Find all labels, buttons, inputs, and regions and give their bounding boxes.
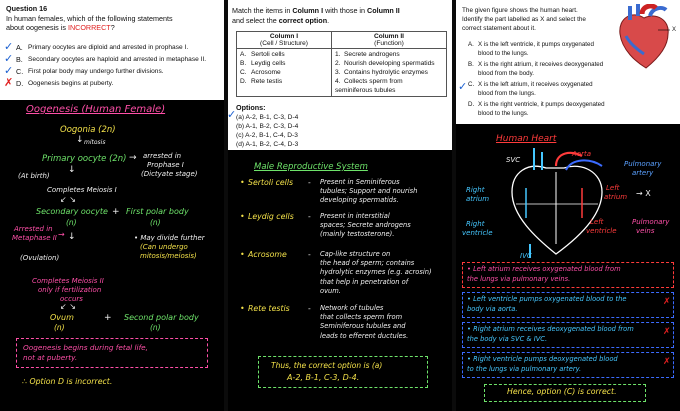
column-2-row <box>335 68 439 77</box>
row-structure: Sertoli cells <box>251 51 285 58</box>
left-ventricle-label-2: ventricle <box>586 227 617 235</box>
cross-icon: ✗ <box>663 357 671 367</box>
heart-diagram <box>486 148 636 258</box>
item-dash: - <box>308 212 311 221</box>
column-1-header: Column I (Cell / Structure) <box>237 32 332 49</box>
option-text: X is the left atrium, it receives oxygenated <box>478 81 593 88</box>
option-letter: B. <box>468 61 474 68</box>
arrow-split-icon: ↙ ↘ <box>60 195 76 204</box>
item-description: Present in Seminiferous <box>320 178 400 186</box>
item-description: that help in penetration of <box>320 277 409 286</box>
option-text: Secondary oocytes are haploid and arrested in metaphase II. <box>28 56 207 63</box>
check-icon: ✗ <box>4 77 14 89</box>
bullet-dot: • <box>240 304 245 313</box>
column-1-row <box>240 50 328 59</box>
option-text: First polar body may undergo further divisions. <box>28 68 164 75</box>
statement-line: the lungs via pulmonary veins. <box>467 275 571 283</box>
at-birth-label: (At birth) <box>18 172 50 180</box>
pulmonary-veins-label-1: Pulmonary <box>632 218 670 226</box>
question-16-card <box>0 0 224 100</box>
meiosis-2-line-2: only if fertilization <box>38 286 102 294</box>
bullet-dot: • <box>240 178 245 187</box>
oogenesis-panel <box>0 0 224 411</box>
right-ventricle-label-2: ventricle <box>462 229 493 237</box>
column-2-row <box>335 50 439 59</box>
male-reproductive-panel <box>228 0 452 411</box>
column-2-row <box>335 59 439 68</box>
right-ventricle-label-1: Right <box>466 220 485 228</box>
arrow-right-icon: → <box>58 230 65 239</box>
secondary-oocyte-label: Secondary oocyte <box>36 207 108 216</box>
arrested-metaphase-2: Metaphase II <box>12 234 57 242</box>
option-text: blood from the lungs. <box>478 90 536 97</box>
option-letter: C. <box>16 67 24 76</box>
answer-line-2: A-2, B-1, C-3, D-4. <box>287 373 360 382</box>
matching-question-card <box>228 0 452 150</box>
oogonia-label: Oogonia (2n) <box>60 125 116 135</box>
mitosis-label: mitosis <box>84 139 106 146</box>
conclusion: ∴ Option D is incorrect. <box>22 377 113 386</box>
meiosis-2-line-1: Completes Meiosis II <box>32 277 104 285</box>
arrow-down-icon: ↓ <box>76 135 84 145</box>
left-atrium-label-2: atrium <box>604 193 628 201</box>
item-dash: - <box>308 178 311 187</box>
arrow-down-icon: ↓ <box>68 165 76 175</box>
option-letter: A. <box>468 41 474 48</box>
row-function: Collects sperm from seminiferous tubules <box>335 78 403 94</box>
option-d: (d) A-1, B-2, C-4, D-3 <box>236 141 299 148</box>
statement-line: body via aorta. <box>467 305 518 313</box>
heart-question-card <box>456 0 680 124</box>
column-1-row <box>240 59 328 68</box>
answer-text: Hence, option (C) is correct. <box>507 387 617 396</box>
item-name: Acrosome <box>248 250 287 259</box>
option-text: blood from the body. <box>478 70 534 77</box>
row-letter: B. <box>240 60 247 67</box>
right-atrium-label-2: atrium <box>466 195 490 203</box>
option-text: blood to the lungs. <box>478 110 529 117</box>
column-1-row <box>240 77 328 86</box>
question-line-2: about oogenesis is INCORRECT? <box>6 23 115 32</box>
ivc-label: IVC <box>520 252 532 260</box>
check-icon: ✓ <box>227 109 237 121</box>
option-b: (b) A-1, B-2, C-3, D-4 <box>236 123 299 130</box>
plus-sign: + <box>104 313 112 323</box>
row-structure: Rete testis <box>251 78 283 85</box>
statement-line: • Right ventricle pumps deoxygenated blood <box>467 355 618 363</box>
item-description: Network of tubules <box>320 304 384 312</box>
arrow-right-icon: → <box>129 153 137 163</box>
row-letter: D. <box>240 78 247 85</box>
item-description: Cap-like structure on <box>320 250 391 258</box>
item-description: tubules; Support and nourish <box>320 187 418 196</box>
arrested-prophase-3: (Dictyate stage) <box>141 170 198 178</box>
aorta-label: Aorta <box>572 150 591 158</box>
arrested-prophase-1: arrested in <box>143 152 182 160</box>
arrow-down-icon: ↓ <box>68 232 76 242</box>
bullet-dot: • <box>240 212 245 221</box>
question-emphasis: INCORRECT <box>67 23 111 32</box>
check-icon: ✓ <box>4 65 14 77</box>
first-polar-body-ploidy: (n) <box>150 218 161 227</box>
column-1-cells <box>237 49 332 97</box>
may-divide-1: • May divide further <box>134 234 205 242</box>
row-number: 4. <box>335 78 341 85</box>
second-polar-body-ploidy: (n) <box>150 323 161 332</box>
item-dash: - <box>308 250 311 259</box>
statement-box <box>462 292 674 318</box>
row-function: Secrete androgens <box>344 51 400 58</box>
option-a: (a) A-2, B-1, C-3, D-4 <box>236 114 299 121</box>
row-function: Nourish developing spermatids <box>344 60 435 67</box>
may-divide-2: (Can undergo <box>140 243 188 251</box>
option-text: Primary oocytes are diploid and arrested in prophase I. <box>28 44 189 51</box>
ovum-ploidy: (n) <box>54 323 65 332</box>
option-letter: D. <box>16 79 24 88</box>
item-description: the head of sperm; contains <box>320 259 415 268</box>
bullet-dot: • <box>240 250 245 259</box>
check-icon: ✓ <box>4 53 14 65</box>
item-name: Sertoli cells <box>248 178 294 187</box>
question-line-1: In human females, which of the following statements <box>6 14 173 23</box>
option-letter: B. <box>16 55 23 64</box>
row-number: 1. <box>335 51 341 58</box>
statement-line: • Right atrium receives deoxygenated blood from <box>467 325 634 333</box>
check-icon: ✓ <box>4 41 14 53</box>
arrow-split-icon: ↙ ↘ <box>60 302 76 311</box>
option-letter: D. <box>468 101 475 108</box>
arrested-metaphase-1: Arrested in <box>14 225 53 233</box>
secondary-oocyte-ploidy: (n) <box>66 218 77 227</box>
item-description: ovum. <box>320 286 341 295</box>
ovulation-label: (Ovulation) <box>20 254 60 262</box>
option-text: X is the right ventricle, it pumps deoxygenated <box>478 101 605 108</box>
column-1-row <box>240 68 328 77</box>
option-text: Oogenesis begins at puberty. <box>28 80 114 87</box>
answer-box <box>484 384 646 402</box>
statement-line: • Left atrium receives oxygenated blood from <box>467 265 621 273</box>
pulmonary-artery-label-2: artery <box>632 169 654 177</box>
item-description: developing spermatids. <box>320 196 399 205</box>
arrested-prophase-2: Prophase I <box>147 161 184 169</box>
row-number: 3. <box>335 69 341 76</box>
summary-line-1: Oogenesis begins during fetal life, <box>23 343 148 352</box>
question-line-1: Match the items in Column I with those in Column II <box>232 6 400 15</box>
answer-box <box>258 356 428 388</box>
summary-box <box>16 338 208 368</box>
meiosis-1-label: Completes Meiosis I <box>47 186 117 194</box>
option-letter: C. <box>468 81 475 88</box>
option-text: X is the left ventricle, it pumps oxygenated <box>478 41 594 48</box>
meiosis-2-line-3: occurs <box>60 295 83 303</box>
item-description: Present in interstitial <box>320 212 390 220</box>
cross-icon: ✗ <box>663 297 671 307</box>
item-description: that collects sperm from <box>320 313 403 322</box>
may-divide-3: mitosis/meiosis) <box>140 252 197 260</box>
option-c: (c) A-2, B-1, C-4, D-3 <box>236 132 298 139</box>
human-heart-panel <box>456 0 680 411</box>
row-letter: C. <box>240 69 247 76</box>
item-description: hydrolytic enzymes (e.g. acrosin) <box>320 268 432 277</box>
question-line-2: and select the correct option. <box>232 16 330 25</box>
item-name: Leydig cells <box>248 212 294 221</box>
row-number: 2. <box>335 60 341 67</box>
option-text: blood to the lungs. <box>478 50 529 57</box>
statement-box <box>462 322 674 348</box>
item-description: (mainly testosterone). <box>320 230 395 239</box>
question-line-2: Identify the part labelled as X and select the <box>462 16 586 23</box>
item-description: Seminiferous tubules and <box>320 322 406 331</box>
statement-line: the body via SVC & IVC. <box>467 335 548 343</box>
row-letter: A. <box>240 51 247 58</box>
plus-sign: + <box>112 207 120 217</box>
x-marker-label: → X <box>636 189 651 198</box>
pulmonary-veins-label-2: veins <box>636 227 655 235</box>
svc-label: SVC <box>506 156 521 164</box>
check-icon: ✓ <box>458 81 468 93</box>
cross-icon: ✗ <box>663 327 671 337</box>
statement-line: • Left ventricle pumps oxygenated blood to the <box>467 295 627 303</box>
option-text: X is the right atrium, it receives deoxygenated <box>478 61 604 68</box>
item-dash: - <box>308 304 311 313</box>
row-structure: Acrosome <box>251 69 281 76</box>
ovum-label: Ovum <box>50 313 74 322</box>
item-description: spaces; Secrete androgens <box>320 221 411 230</box>
answer-line-1: Thus, the correct option is (a) <box>271 361 383 370</box>
left-atrium-label-1: Left <box>606 184 620 192</box>
row-function: Contains hydrolytic enzymes <box>344 69 428 76</box>
item-name: Rete testis <box>248 304 290 313</box>
match-table <box>236 31 447 97</box>
column-2-header: Column II (Function) <box>332 32 447 49</box>
primary-oocyte-label: Primary oocyte (2n) <box>42 154 127 164</box>
statement-box <box>462 352 674 378</box>
second-polar-body-label: Second polar body <box>124 313 199 322</box>
male-reproductive-heading: Male Reproductive System <box>254 162 368 172</box>
question-line-3: correct statement about it. <box>462 25 536 32</box>
figure-x-label: X <box>672 27 677 33</box>
options-title: Options: <box>236 103 266 112</box>
question-title: Question 16 <box>6 4 48 13</box>
column-2-cells <box>332 49 447 97</box>
oogenesis-heading: Oogenesis (Human Female) <box>26 104 166 115</box>
human-heart-heading: Human Heart <box>496 134 557 144</box>
first-polar-body-label: First polar body <box>126 207 189 216</box>
heart-figure <box>612 4 676 72</box>
item-description: leads to efferent ductules. <box>320 331 409 340</box>
option-letter: A. <box>16 43 23 52</box>
statement-box <box>462 262 674 288</box>
left-ventricle-label-1: Left <box>590 218 604 226</box>
right-atrium-label-1: Right <box>466 186 485 194</box>
pulmonary-artery-label-1: Pulmonary <box>624 160 662 168</box>
question-line-1: The given figure shows the human heart. <box>462 7 578 14</box>
statement-line: to the lungs via pulmonary artery. <box>467 365 582 373</box>
summary-line-2: not at puberty. <box>23 353 78 362</box>
column-2-row <box>335 77 439 95</box>
row-structure: Leydig cells <box>251 60 286 67</box>
